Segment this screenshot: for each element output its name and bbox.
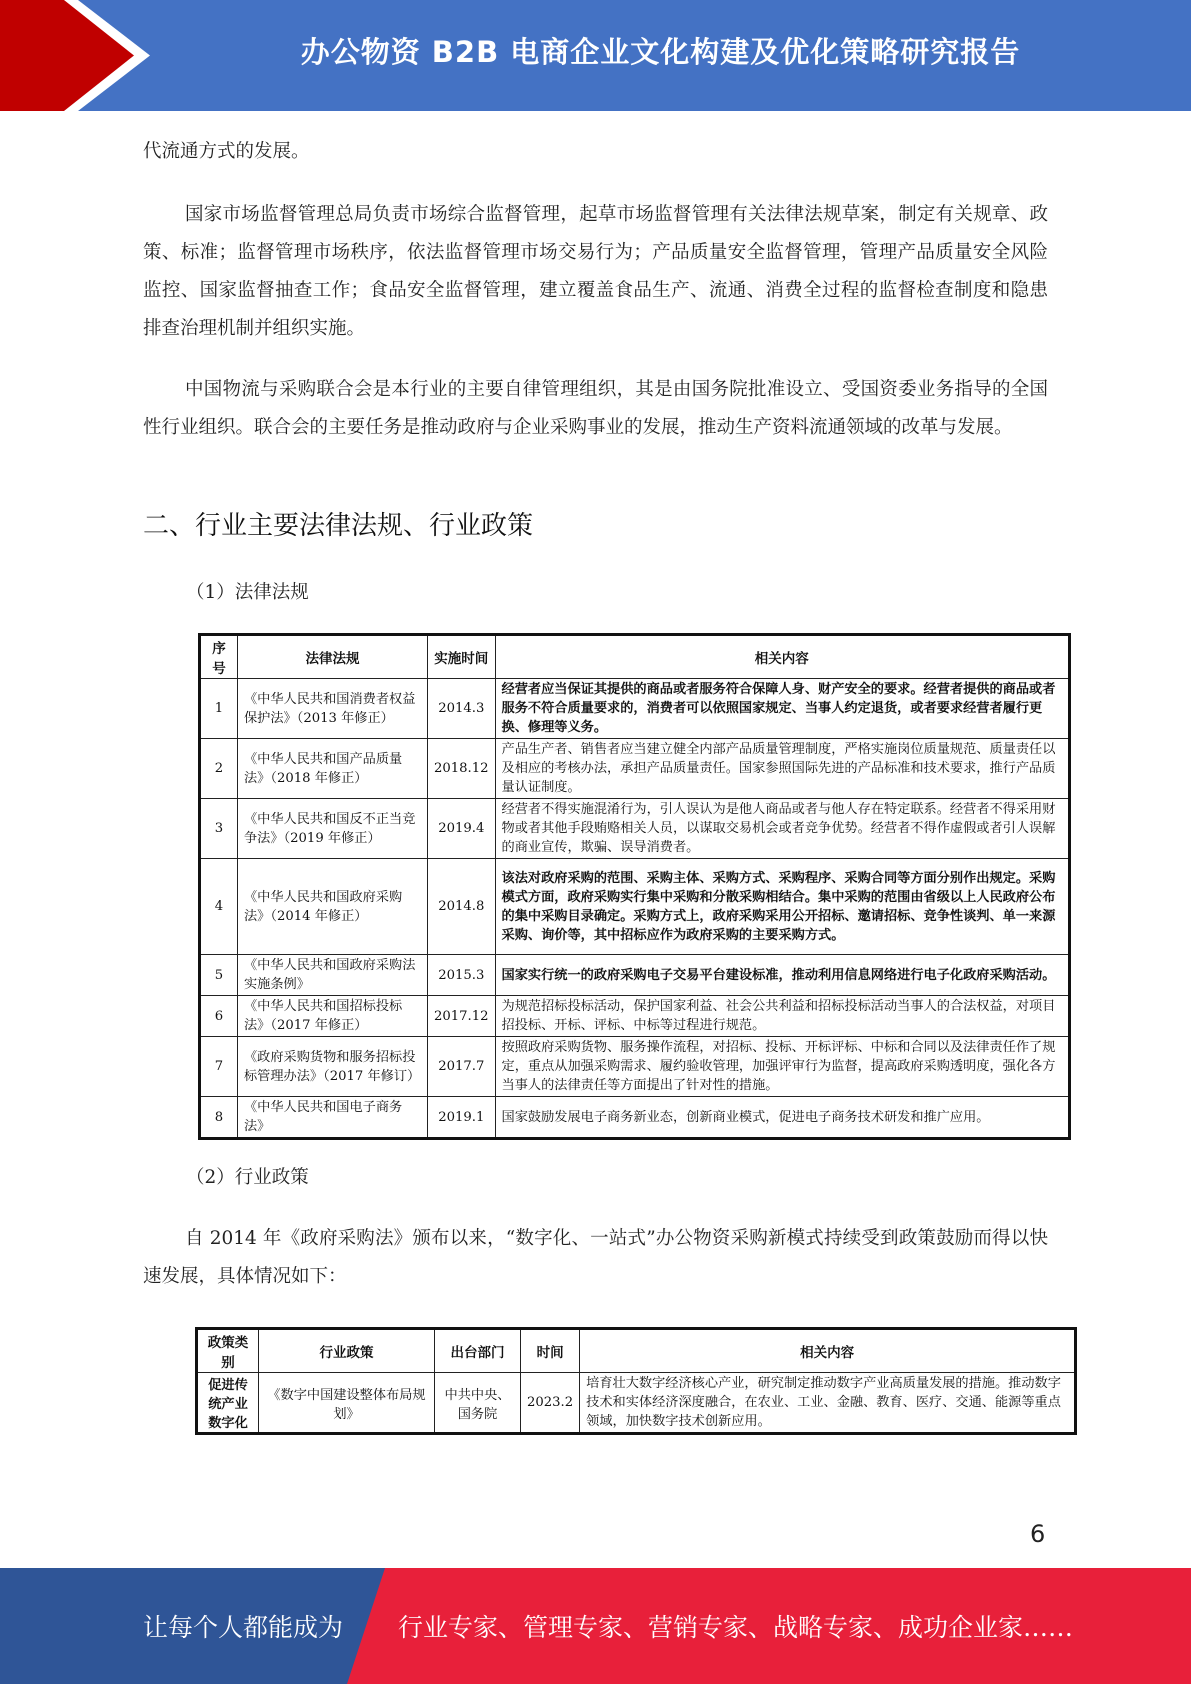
effective-date: 2014.8: [428, 859, 496, 955]
table-header-row: [197, 1329, 1076, 1373]
footer-slogan-right: 行业专家、管理专家、营销专家、战略专家、成功企业家……: [398, 1613, 1074, 1642]
row-number: 8: [200, 1097, 238, 1139]
text-block: [143, 371, 1048, 447]
effective-date: 2017.12: [428, 996, 496, 1037]
law-name: 《中华人民共和国政府采购法实施条例》: [238, 955, 428, 996]
header-cell: 相关内容: [580, 1329, 1076, 1373]
law-name: 《中华人民共和国电子商务法》: [238, 1097, 428, 1139]
effective-date: 2019.4: [428, 799, 496, 859]
header-title: 办公物资 B2B 电商企业文化构建及优化策略研究报告: [300, 35, 1021, 69]
paragraph: 代流通方式的发展。: [143, 141, 310, 162]
footer-slogan-left: 让每个人都能成为: [143, 1613, 344, 1642]
policy-date: 2023.2: [521, 1373, 580, 1434]
table-row: [200, 1097, 1070, 1139]
law-name: 《中华人民共和国反不正当竞争法》（2019 年修正）: [238, 799, 428, 859]
table-row: [197, 1373, 1076, 1434]
header-cell: 实施时间: [428, 635, 496, 679]
table-row: [200, 955, 1070, 996]
law-content: 国家实行统一的政府采购电子交易平台建设标准，推动利用信息网络进行电子化政府采购活动。: [495, 955, 1069, 996]
law-content: 按照政府采购货物、服务操作流程，对招标、投标、开标评标、中标和合同以及法律责任作了规定，重点从加强采购需求、履约验收管理，加强评审行为监督，提高政府采购透明度，强化各方当事人的法律责任等方面提出了针对性的措施。: [495, 1037, 1069, 1097]
policy-table: [195, 1327, 1077, 1435]
header-cell: 政策类别: [197, 1329, 259, 1373]
policy-category: 促进传统产业数字化: [197, 1373, 259, 1434]
intro-text: [143, 133, 1048, 171]
paragraph: 中国物流与采购联合会是本行业的主要自律管理组织，其是由国务院批准设立、受国资委业务指导的全国性行业组织。联合会的主要任务是推动政府与企业采购事业的发展，推动生产资料流通领域的改革与发展。: [143, 379, 1048, 438]
row-number: 7: [200, 1037, 238, 1097]
header-cell: 序号: [200, 635, 238, 679]
law-content: 为规范招标投标活动，保护国家利益、社会公共利益和招标投标活动当事人的合法权益，对项目招投标、开标、评标、中标等过程进行规范。: [495, 996, 1069, 1037]
row-number: 2: [200, 739, 238, 799]
law-name: 《政府采购货物和服务招标投标管理办法》（2017 年修订）: [238, 1037, 428, 1097]
row-number: 1: [200, 679, 238, 739]
law-content: 国家鼓励发展电子商务新业态，创新商业模式，促进电子商务技术研发和推广应用。: [495, 1097, 1069, 1139]
row-number: 4: [200, 859, 238, 955]
table-row: [200, 739, 1070, 799]
law-name: 《中华人民共和国政府采购法》（2014 年修正）: [238, 859, 428, 955]
issuing-department: 中共中央、国务院: [435, 1373, 521, 1434]
header-cell: 行业政策: [259, 1329, 435, 1373]
effective-date: 2015.3: [428, 955, 496, 996]
header-cell: 出台部门: [435, 1329, 521, 1373]
laws-table: [198, 633, 1071, 1140]
law-content: 经营者不得实施混淆行为，引人误认为是他人商品或者与他人存在特定联系。经营者不得采用财物或者其他手段贿赂相关人员，以谋取交易机会或者竞争优势。经营者不得作虚假或者引人误解的商业宣传，欺骗、误导消费者。: [495, 799, 1069, 859]
page-header: [0, 0, 1191, 111]
effective-date: 2017.7: [428, 1037, 496, 1097]
table-row: [200, 799, 1070, 859]
page-footer: [0, 1568, 1191, 1684]
header-cell: 相关内容: [495, 635, 1069, 679]
policy-intro: [143, 1220, 1048, 1296]
paragraph: 国家市场监督管理总局负责市场综合监督管理，起草市场监督管理有关法律法规草案，制定有关规章、政策、标准；监督管理市场秩序，依法监督管理市场交易行为；产品质量安全监督管理，管理产品质量安全风险监控、国家监督抽查工作；食品安全监督管理，建立覆盖食品生产、流通、消费全过程的监督检查制度和隐患排查治理机制并组织实施。: [143, 204, 1048, 339]
effective-date: 2014.3: [428, 679, 496, 739]
table-header-row: [200, 635, 1070, 679]
row-number: 6: [200, 996, 238, 1037]
subsection-heading: （1）法律法规: [186, 582, 309, 603]
law-content: 该法对政府采购的范围、采购主体、采购方式、采购程序、采购合同等方面分别作出规定。采购模式方面，政府采购实行集中采购和分散采购相结合。集中采购的范围由省级以上人民政府公布的集中采购目录确定。采购方式上，政府采购采用公开招标、邀请招标、竞争性谈判、单一来源采购、询价等，其中招标应作为政府采购的主要采购方式。: [495, 859, 1069, 955]
law-content: 经营者应当保证其提供的商品或者服务符合保障人身、财产安全的要求。经营者提供的商品或者服务不符合质量要求的，消费者可以依照国家规定、当事人约定退货，或者要求经营者履行更换、修理等义务。: [495, 679, 1069, 739]
page-number: 6: [1030, 1520, 1046, 1548]
row-number: 3: [200, 799, 238, 859]
table-row: [200, 679, 1070, 739]
header-cell: 法律法规: [238, 635, 428, 679]
section-heading: 二、行业主要法律法规、行业政策: [143, 511, 534, 541]
row-number: 5: [200, 955, 238, 996]
law-name: 《中华人民共和国招标投标法》（2017 年修正）: [238, 996, 428, 1037]
policy-content: 培育壮大数字经济核心产业，研究制定推动数字产业高质量发展的措施。推动数字技术和实体经济深度融合，在农业、工业、金融、教育、医疗、交通、能源等重点领域，加快数字技术创新应用。: [580, 1373, 1076, 1434]
table-row: [200, 1037, 1070, 1097]
policy-name: 《数字中国建设整体布局规划》: [259, 1373, 435, 1434]
law-content: 产品生产者、销售者应当建立健全内部产品质量管理制度，严格实施岗位质量规范、质量责任以及相应的考核办法，承担产品质量责任。国家参照国际先进的产品标准和技术要求，推行产品质量认证制度。: [495, 739, 1069, 799]
effective-date: 2018.12: [428, 739, 496, 799]
law-name: 《中华人民共和国消费者权益保护法》（2013 年修正）: [238, 679, 428, 739]
paragraph: 自 2014 年《政府采购法》颁布以来，“数字化、一站式”办公物资采购新模式持续受到政策鼓励而得以快速发展，具体情况如下：: [143, 1228, 1048, 1287]
law-name: 《中华人民共和国产品质量法》（2018 年修正）: [238, 739, 428, 799]
text-block: [143, 196, 1048, 348]
header-chevron-graphic: [0, 0, 150, 111]
header-cell: 时间: [521, 1329, 580, 1373]
table-row: [200, 996, 1070, 1037]
subsection-heading: （2）行业政策: [186, 1167, 309, 1188]
table-row: [200, 859, 1070, 955]
effective-date: 2019.1: [428, 1097, 496, 1139]
